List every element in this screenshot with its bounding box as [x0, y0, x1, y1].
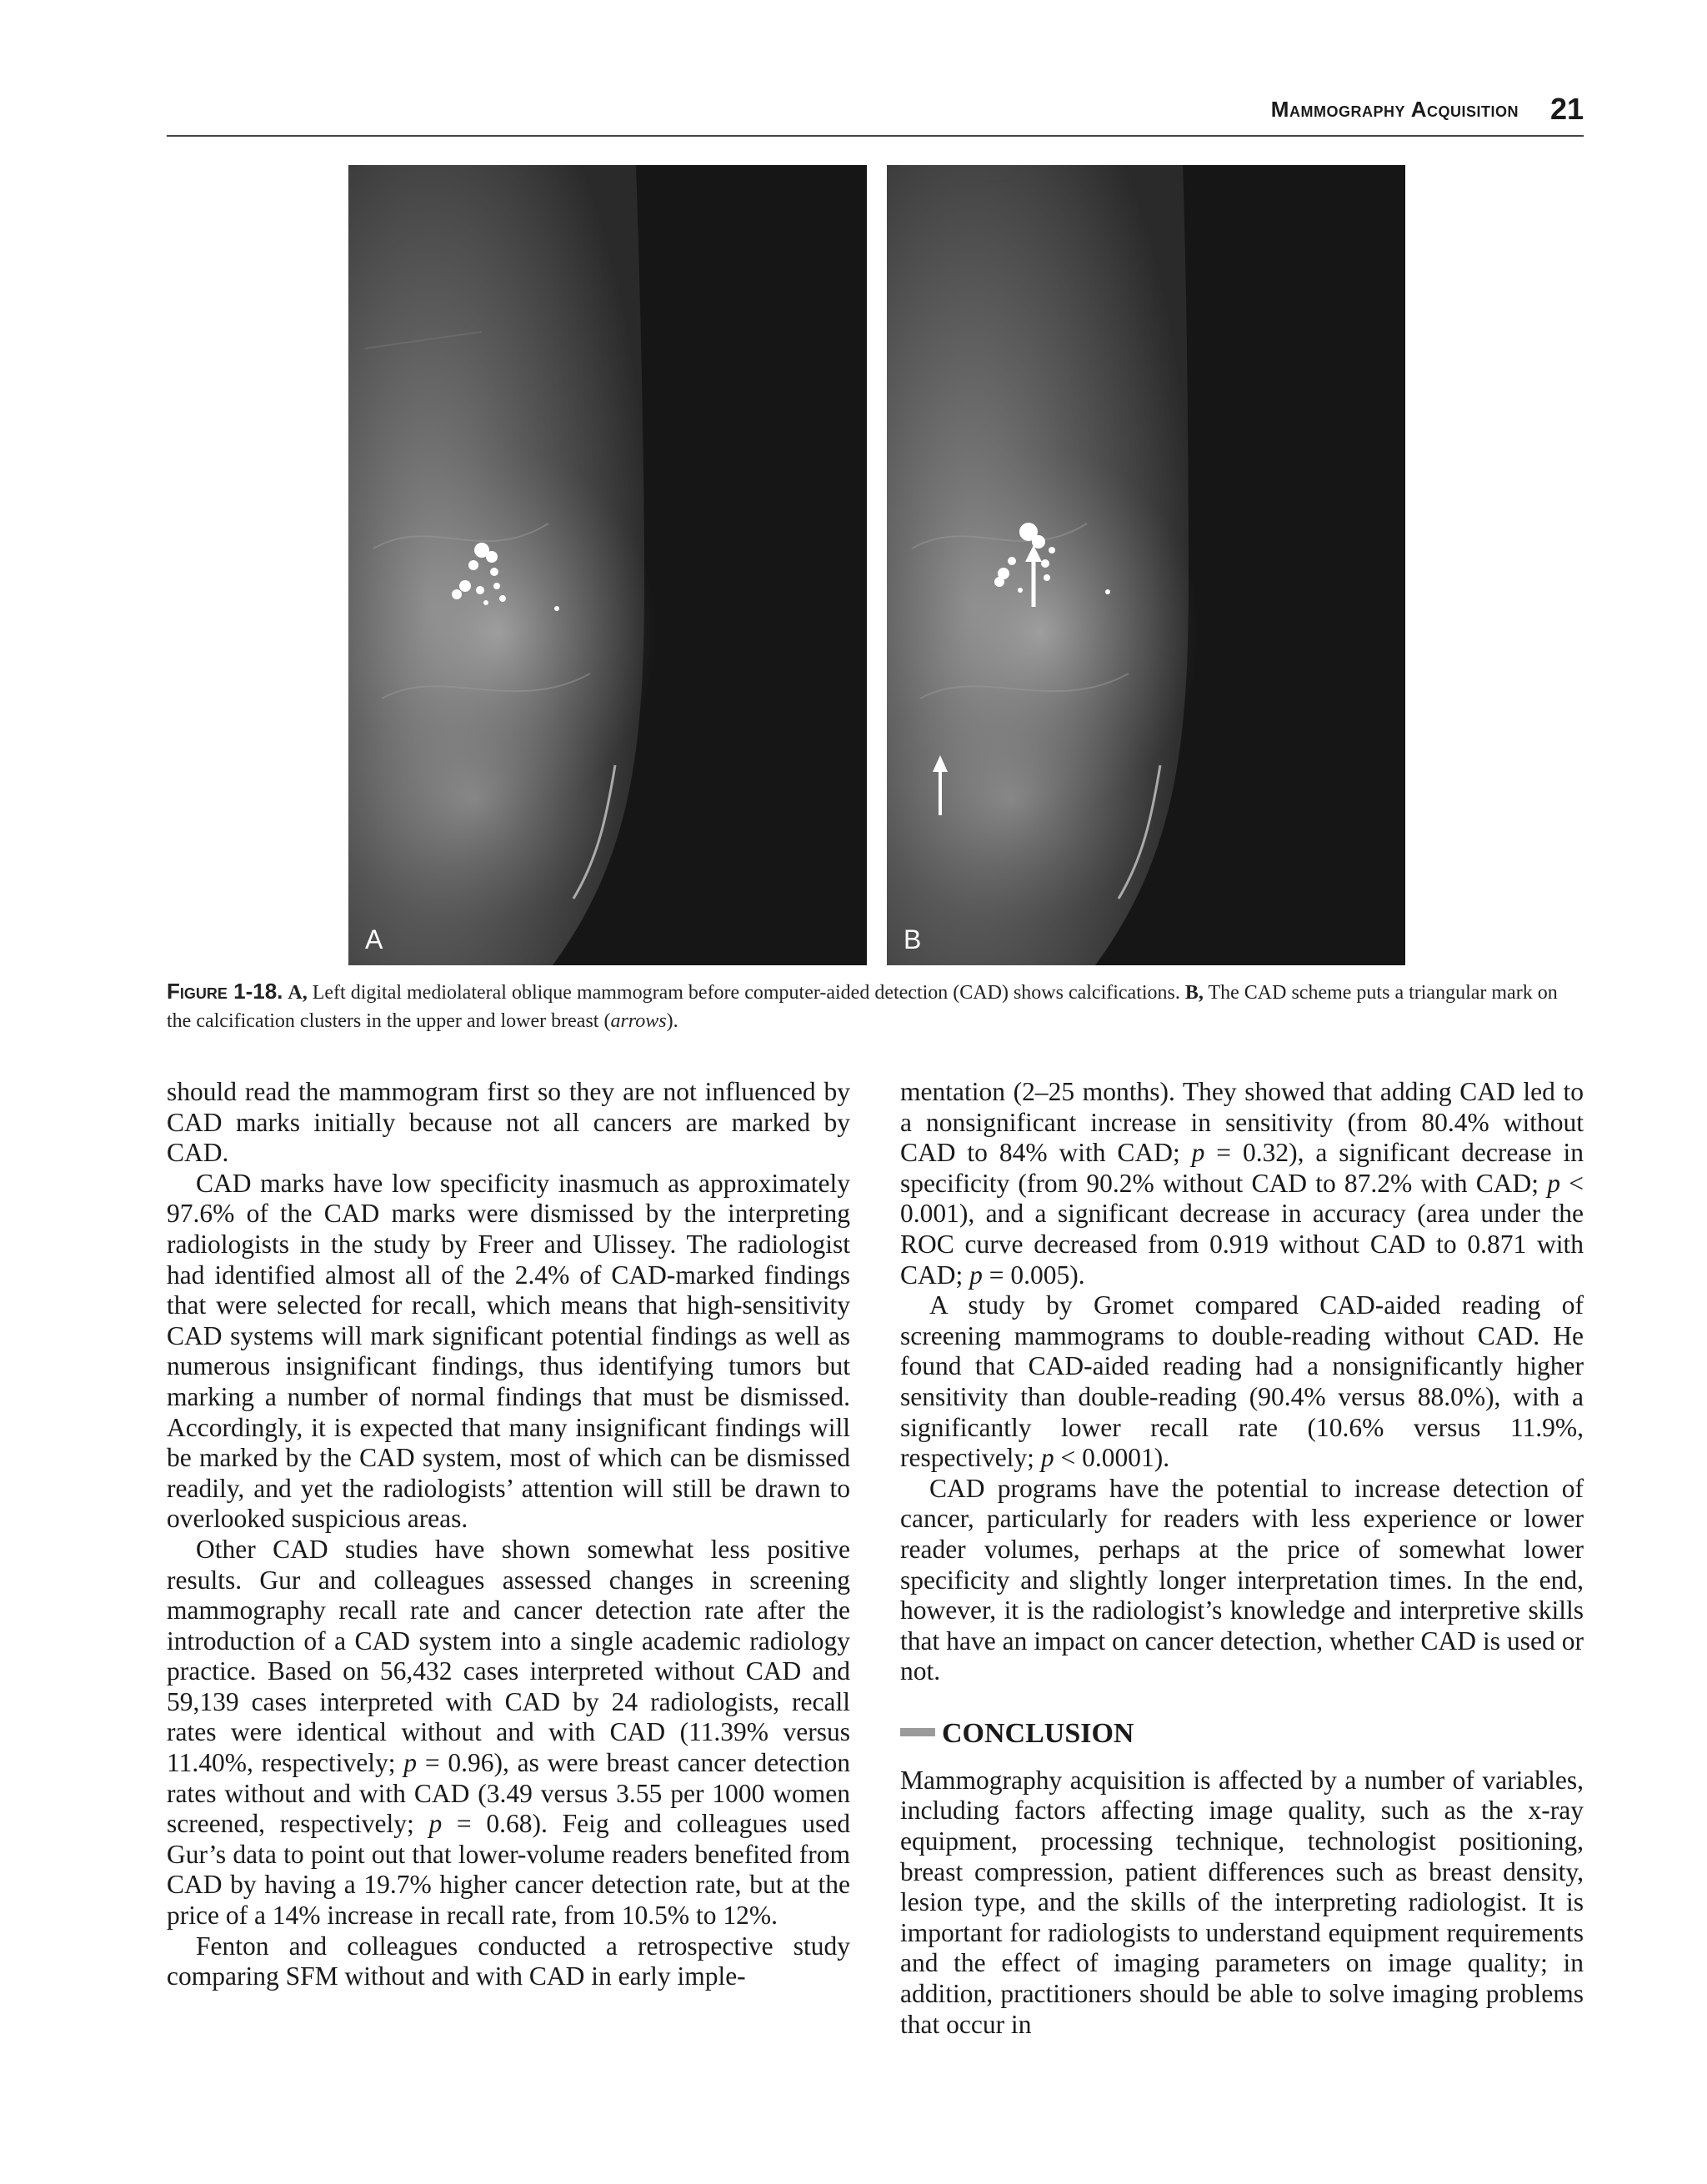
caption-b-text: The CAD scheme puts a triangular mark on the calcification clusters in the upper and lower breast ( — [167, 982, 1558, 1032]
text-run: mentation (2–25 months). They showed that adding CAD led to a nonsignificant increase in sensitivity (from 80.4% without CAD to 84% with CAD; — [900, 1077, 1584, 1168]
heading-text: CONCLUSION — [942, 1717, 1134, 1749]
caption-a-text: Left digital mediolateral oblique mammogram before computer-aided detection (CAD) shows calcifications. — [312, 982, 1180, 1004]
right-paragraph-2 — [900, 1290, 1584, 1474]
running-title: Mammography Acquisition — [1270, 97, 1519, 122]
right-paragraph-4: Mammography acquisition is affected by a number of variables, including factors affecting image quality, such as the x-ray equipment, processing technique, technologist positioning, breast compression, patient differences such as breast density, lesion type, and the skills of the interpreting radiologist. It is important for radiologists to understand equipment requirements and the effect of imaging parameters on image quality; in addition, practitioners should be able to solve imaging problems that occur in — [900, 1765, 1584, 2039]
mammogram-panel-b — [887, 165, 1405, 965]
mammogram-a-image — [348, 165, 867, 965]
p-value-symbol: p — [1040, 1443, 1054, 1473]
caption-b-text-end: ). — [666, 1010, 678, 1032]
p-value-symbol: p — [1547, 1168, 1561, 1198]
text-run: < 0.001), and a significant decrease in accuracy (area under the ROC curve decreased from 0.919 without CAD to 0.871 with CAD; — [900, 1168, 1584, 1290]
panel-b-label: B — [904, 924, 922, 954]
text-run: = 0.005). — [982, 1260, 1085, 1290]
left-paragraph-3 — [167, 1535, 850, 1931]
panel-a-label: A — [365, 924, 383, 954]
p-value-symbol: p — [428, 1809, 443, 1839]
figure-label: Figure 1-18. — [167, 979, 283, 1004]
right-paragraph-1 — [900, 1077, 1584, 1290]
text-run: = 0.32), a significant decrease in specificity (from 90.2% without CAD to 87.2% with CAD; — [900, 1138, 1584, 1198]
heading-bar — [900, 1728, 935, 1736]
mammogram-panel-a — [348, 165, 867, 965]
right-column — [900, 1077, 1584, 2040]
left-paragraph-2: CAD marks have low specificity inasmuch as approximately 97.6% of the CAD marks were dismissed by the interpreting radiologists in the study by Freer and Ulissey. The radiologist had identified almost all of the 2.4% of CAD-marked findings that were selected for recall, which means that high-sensitivity CAD systems will mark significant potential findings as well as numerous insignificant findings, thus identifying tumors but marking a number of normal findings that must be dismissed. Accordingly, it is expected that many insignificant findings will be marked by the CAD system, most of which can be dismissed readily, and yet the radiologists’ attention will still be drawn to overlooked suspicious areas. — [167, 1168, 850, 1534]
left-paragraph-1: should read the mammogram first so they are not influenced by CAD marks initially because not all cancers are marked by CAD. — [167, 1077, 850, 1168]
running-header — [167, 93, 1584, 137]
text-run: < 0.0001). — [1054, 1443, 1170, 1473]
p-value-symbol: p — [1191, 1138, 1205, 1168]
caption-b-italic: arrows — [610, 1010, 667, 1032]
conclusion-heading — [900, 1717, 1584, 1751]
text-run: Other CAD studies have shown somewhat less positive results. Gur and colleagues assessed changes in screening mammography recall rate and cancer detection rate after the introduction of a CAD system into a single academic radiology practice. Based on 56,432 cases interpreted without CAD and 59,139 cases interpreted with CAD by 24 radiologists, recall rates were identical without and with CAD (11.39% versus 11.40%, respectively; — [167, 1534, 850, 1778]
p-value-symbol: p — [403, 1748, 418, 1778]
page-number: 21 — [1549, 92, 1584, 126]
figure-caption — [167, 977, 1584, 1035]
text-run: A study by Gromet compared CAD-aided reading of screening mammograms to double-reading without CAD. He found that CAD-aided reading had a nonsignificantly higher sensitivity than double-reading (90.4% versus 88.0%), with a significantly lower recall rate (10.6% versus 11.9%, respectively; — [900, 1290, 1584, 1473]
right-paragraph-3: CAD programs have the potential to increase detection of cancer, particularly for readers with less experience or lower reader volumes, perhaps at the price of somewhat lower specificity and slightly longer interpretation times. In the end, however, it is the radiologist’s knowledge and interpretive skills that have an impact on cancer detection, whether CAD is used or not. — [900, 1473, 1584, 1686]
p-value-symbol: p — [969, 1260, 983, 1290]
caption-b-marker: B, — [1184, 982, 1204, 1004]
caption-a-marker: A, — [288, 982, 308, 1004]
text-run: = 0.68). Feig and colleagues used Gur’s data to point out that lower-volume readers benefited from CAD by having a 19.7% higher cancer detection rate, but at the price of a 14% increase in recall rate, from 10.5% to 12%. — [167, 1809, 850, 1931]
mammogram-b-image — [887, 165, 1405, 965]
left-column — [167, 1077, 850, 1992]
left-paragraph-4: Fenton and colleagues conducted a retrospective study comparing SFM without and with CAD in early imple- — [167, 1931, 850, 1991]
text-run: = 0.96), as were breast cancer detection rates without and with CAD (3.49 versus 3.55 per 1000 women screened, respectively; — [167, 1748, 850, 1839]
